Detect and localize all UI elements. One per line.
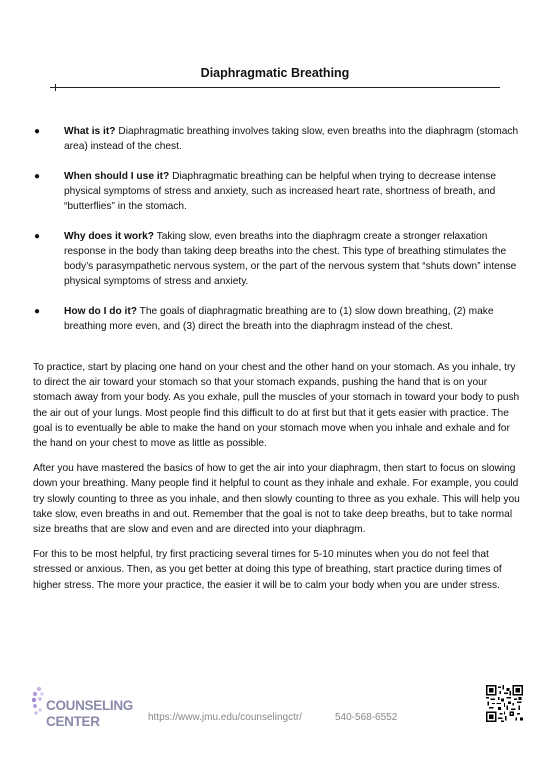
qr-code-icon <box>486 685 523 722</box>
faq-answer: Diaphragmatic breathing involves taking slow, even breaths into the diaphragm (stomach area) instead of the chest. <box>64 126 519 152</box>
document-title: Diaphragmatic Breathing <box>200 66 350 80</box>
logo-text-line2: CENTER <box>46 714 100 729</box>
faq-item <box>34 304 524 334</box>
faq-question: Why does it work? <box>64 231 154 242</box>
title-rule <box>50 87 500 88</box>
instructions-body <box>33 360 523 603</box>
bullet-icon: ● <box>34 171 41 182</box>
body-paragraph: For this to be most helpful, try first practicing several times for 5-10 minutes when you do not feel that stressed or anxious. Then, as you get better at doing this type of breathing, start practice during times of higher stress. The more your practice, the easier it will be to calm your body when you are under stress. <box>33 549 502 591</box>
faq-list <box>34 124 524 349</box>
phone-number: 540-568-6552 <box>335 712 398 723</box>
faq-answer: Diaphragmatic breathing can be helpful when trying to decrease intense physical symptoms of stress and anxiety, such as increased heart rate, shortness of breath, and “butterflies” in the stomach. <box>64 171 497 212</box>
faq-answer: Taking slow, even breaths into the diaphragm create a stronger relaxation response in the body than taking deep breaths into the chest. This type of breathing stimulates the body’s parasympathetic nervous system, or the part of the nervous system that “shuts down” intense physical symptoms of stress and anxiety. <box>64 231 517 287</box>
bullet-icon: ● <box>34 231 41 242</box>
logo-text-line1: COUNSELING <box>46 698 134 713</box>
faq-question: How do I do it? <box>64 306 137 317</box>
body-paragraph: To practice, start by placing one hand on your chest and the other hand on your stomach. As you inhale, try to direct the air toward your stomach so that your stomach expands, pushing the hand that is on your stomach away from your body. As you exhale, pull the muscles of your stomach in toward your body to push the air out of your lungs. Most people find this difficult to do at first but that it gets easier with practice. The goal is to eventually be able to make the hand on your stomach move when you inhale and exhale and for the hand on your chest to move as little as possible. <box>33 362 520 450</box>
bullet-icon: ● <box>34 306 41 317</box>
counseling-center-logo <box>32 685 142 735</box>
bullet-icon: ● <box>34 126 41 137</box>
website-link[interactable]: https://www.jmu.edu/counselingctr/ <box>148 712 302 723</box>
body-paragraph: After you have mastered the basics of how to get the air into your diaphragm, then start to focus on slowing down your breathing. Many people find it helpful to count as they inhale and exhale. For example, you could try slowly counting to three as you inhale, and then slowly counting to three as you exhale. This will help you take slow, even breaths in and out. Remember that the goal is not to take deep breaths, but to take normal size breaths that are slow and even and are directed into your diaphragm. <box>33 463 520 536</box>
faq-item <box>34 229 524 289</box>
faq-item <box>34 169 524 214</box>
faq-question: When should I use it? <box>64 171 170 182</box>
faq-question: What is it? <box>64 126 116 137</box>
faq-item <box>34 124 524 154</box>
rule-tick-mark <box>55 84 56 91</box>
faq-answer: The goals of diaphragmatic breathing are to (1) slow down breathing, (2) make breathing more even, and (3) direct the breath into the diaphragm instead of the chest. <box>64 306 494 332</box>
